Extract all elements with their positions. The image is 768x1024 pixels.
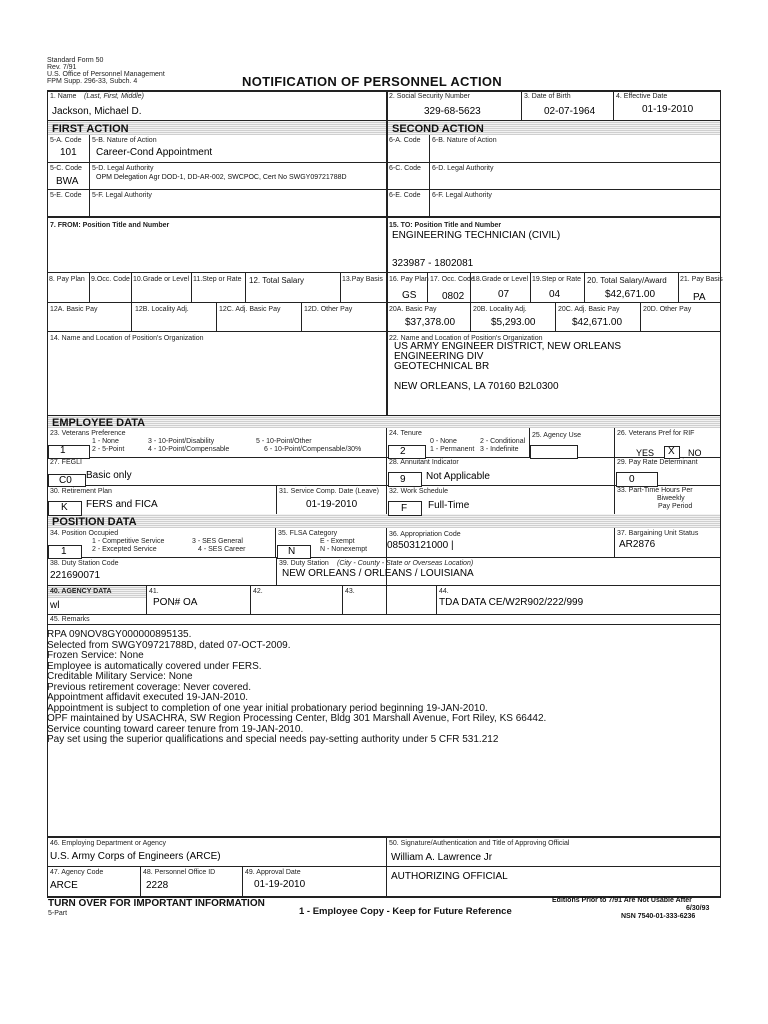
f39-hint: (City - County - State or Overseas Location) (337, 560, 474, 567)
f49-label: 49. Approval Date (245, 869, 301, 876)
remark-line: RPA 09NOV8GY000000895135. (47, 629, 192, 640)
to-step: 04 (549, 289, 561, 300)
f42-label: 42. (253, 588, 263, 595)
f22-label: 22. Name and Location of Position's Organization (389, 335, 543, 342)
f35-label: 35. FLSA Category (278, 530, 338, 537)
approval-date: 01-19-2010 (254, 879, 306, 890)
f50-label: 50. Signature/Authentication and Title of Approving Official (389, 840, 570, 847)
to-adj-basic-pay: $42,671.00 (572, 317, 623, 328)
remark-line: Previous retirement coverage: Never covered. (47, 682, 251, 693)
dob-label: 3. Date of Birth (524, 93, 571, 100)
appropriation-code: 08503121000 | (387, 540, 454, 551)
f43-label: 43. (345, 588, 355, 595)
f12-label: 12. Total Salary (249, 276, 304, 285)
f36-label: 36. Appropriation Code (389, 531, 461, 538)
retirement-code: K (61, 502, 68, 513)
f10-label: 10.Grade or Level (133, 276, 190, 283)
to-label: 15. TO: Position Title and Number (389, 222, 502, 229)
first-e-code-label: 5-E. Code (50, 192, 82, 199)
f12d-label: 12D. Other Pay (304, 306, 353, 313)
second-nature-label: 6-B. Nature of Action (432, 137, 497, 144)
agency-code: ARCE (50, 880, 78, 891)
position-data-heading: POSITION DATA (52, 516, 137, 528)
name-label-hint: (Last, First, Middle) (84, 93, 144, 100)
f21-label: 21. Pay Basis (680, 276, 723, 283)
form-id-line-3: U.S. Office of Personnel Management (47, 71, 165, 78)
effective-date-label: 4. Effective Date (616, 93, 668, 100)
second-c-code-label: 6-C. Code (389, 165, 421, 172)
editions-notice: Editions Prior to 7/91 Are Not Usable After (552, 897, 692, 904)
form-id-line-2: Rev. 7/91 (47, 64, 77, 71)
f39-label: 39. Duty Station (279, 560, 329, 567)
f20a-label: 20A. Basic Pay (389, 306, 437, 313)
f20c-label: 20C. Adj. Basic Pay (558, 306, 620, 313)
remark-line: Employee is automatically covered under FERS. (47, 661, 262, 672)
to-total-salary: $42,671.00 (605, 289, 656, 300)
to-locality-adj: $5,293.00 (491, 317, 536, 328)
to-pay-basis: PA (693, 292, 706, 303)
first-nature-label: 5-B. Nature of Action (92, 137, 157, 144)
vp-opt-5: 5 - 10-Point/Other (256, 438, 312, 445)
approving-official-title: AUTHORIZING OFFICIAL (391, 871, 508, 882)
f32-label: 32. Work Schedule (389, 488, 449, 495)
f12a-label: 12A. Basic Pay (50, 306, 98, 313)
name-label: 1. Name (50, 93, 77, 100)
rif-yes-label: YES (636, 448, 655, 458)
to-pay-plan: GS (402, 290, 417, 301)
first-c-code-label: 5-C. Code (50, 165, 82, 172)
remark-line: Appointment affidavit executed 19-JAN-2010. (47, 692, 249, 703)
f31-label: 31. Service Comp. Date (Leave) (279, 488, 379, 495)
first-nature-of-action: Career-Cond Appointment (96, 147, 213, 158)
first-action-code: 101 (60, 147, 77, 158)
f24-label: 24. Tenure (389, 430, 422, 437)
to-position-number: 323987 - 1802081 (392, 258, 474, 269)
f12b-label: 12B. Locality Adj. (135, 306, 189, 313)
vp-opt-4: 4 - 10-Point/Compensable (148, 446, 230, 453)
f18-label: 18.Grade or Level (472, 276, 529, 283)
to-position-title: ENGINEERING TECHNICIAN (CIVIL) (392, 230, 561, 241)
to-occ-code: 0802 (442, 291, 465, 302)
po-opt-4: 4 - SES Career (198, 546, 246, 553)
second-e-code-label: 6-E. Code (389, 192, 421, 199)
f40-label: 40. AGENCY DATA (50, 588, 112, 595)
work-schedule-code: F (401, 503, 408, 514)
flsa-opt-e: E - Exempt (320, 538, 355, 545)
agency-data-44: TDA DATA CE/W2R902/222/999 (439, 597, 584, 608)
second-legal-authority-label: 6-D. Legal Authority (432, 165, 494, 172)
rif-x-mark: X (668, 446, 675, 457)
f23-label: 23. Veterans Preference (50, 430, 126, 437)
dob-value: 02-07-1964 (544, 106, 596, 117)
po-opt-1: 1 - Competitive Service (92, 538, 165, 545)
duty-station: NEW ORLEANS / ORLEANS / LOUISIANA (282, 568, 474, 579)
f8-label: 8. Pay Plan (49, 276, 85, 283)
f46-label: 46. Employing Department or Agency (50, 840, 166, 847)
service-comp-date: 01-19-2010 (306, 499, 358, 510)
duty-station-code: 221690071 (50, 570, 101, 581)
employee-data-heading: EMPLOYEE DATA (52, 417, 146, 429)
ssn-label: 2. Social Security Number (389, 93, 470, 100)
remark-line: Selected from SWGY09721788D, dated 07-OCT-2009. (47, 640, 291, 651)
veterans-preference-value: 1 (60, 445, 66, 456)
copy-designation: 1 - Employee Copy - Keep for Future Reference (299, 906, 512, 917)
turn-over-notice: TURN OVER FOR IMPORTANT INFORMATION (48, 898, 265, 909)
five-part-label: 5-Part (48, 910, 68, 917)
remark-line: Pay set using the superior qualifications and special needs pay-setting authority under 5 CFR 531.212 (47, 734, 499, 745)
remark-line: Service counting toward career tenure from 19-JAN-2010. (47, 724, 304, 735)
from-label: 7. FROM: Position Title and Number (50, 222, 170, 229)
to-org-line-1: US ARMY ENGINEER DISTRICT, NEW ORLEANS (394, 341, 622, 352)
form-id-line-1: Standard Form 50 (47, 57, 104, 64)
first-legal-authority-text: OPM Delegation Agr DOD-1, DD-AR-002, SWCPOC, Cert No SWGY09721788D (96, 174, 347, 181)
f25-label: 25. Agency Use (532, 432, 582, 439)
f11-label: 11.Step or Rate (193, 276, 242, 283)
vp-opt-3: 3 - 10-Point/Disability (148, 438, 215, 445)
to-org-line-5: NEW ORLEANS, LA 70160 B2L0300 (394, 381, 559, 392)
annuitant-value: Not Applicable (426, 471, 490, 482)
f37-label: 37. Bargaining Unit Status (617, 530, 699, 537)
f26-label: 26. Veterans Pref for RIF (617, 430, 695, 437)
vp-opt-2: 2 - 5-Point (92, 446, 125, 453)
fegli-code: C0 (59, 475, 72, 486)
f9-label: 9.Occ. Code (91, 276, 130, 283)
po-opt-3: 3 - SES General (192, 538, 243, 545)
f45-label: 45. Remarks (50, 616, 90, 623)
form-title: NOTIFICATION OF PERSONNEL ACTION (242, 74, 502, 89)
nsn-number: NSN 7540-01-333-6236 (621, 913, 696, 920)
approving-official-name: William A. Lawrence Jr (391, 852, 493, 863)
f27-label: 27. FEGLI (50, 459, 82, 466)
vp-opt-1: 1 - None (92, 438, 119, 445)
agency-data-40: wl (50, 600, 60, 611)
second-action-heading: SECOND ACTION (392, 123, 484, 135)
retirement-value: FERS and FICA (86, 499, 158, 510)
f17-label: 17. Occ. Code (430, 276, 475, 283)
fegli-value: Basic only (86, 470, 132, 481)
work-schedule-value: Full-Time (428, 500, 470, 511)
f29-label: 29. Pay Rate Determinant (617, 459, 698, 466)
f19-label: 19.Step or Rate (532, 276, 582, 283)
ssn-value: 329-68-5623 (424, 106, 481, 117)
f33-label: 33. Part-Time Hours Per (617, 487, 693, 494)
remark-line: Frozen Service: None (47, 650, 144, 661)
employee-name: Jackson, Michael D. (52, 106, 142, 117)
po-opt-2: 2 - Excepted Service (92, 546, 157, 553)
rif-no-label: NO (688, 448, 702, 458)
first-code-label: 5-A. Code (50, 137, 82, 144)
f34-label: 34. Position Occupied (50, 530, 119, 537)
position-occupied-value: 1 (61, 546, 67, 557)
first-f-authority-label: 5-F. Legal Authority (92, 192, 152, 199)
to-grade: 07 (498, 289, 510, 300)
f16-label: 16. Pay Plan (389, 276, 429, 283)
f20b-label: 20B. Locality Adj. (473, 306, 527, 313)
to-basic-pay: $37,378.00 (405, 317, 456, 328)
f33-pay-period: Pay Period (658, 503, 693, 510)
flsa-value: N (288, 546, 296, 557)
remark-line: OPF maintained by USACHRA, SW Region Processing Center, Bldg 301 Marshall Avenue, Fort Riley, KS 66442. (47, 713, 547, 724)
first-action-heading: FIRST ACTION (52, 123, 129, 135)
f30-label: 30. Retirement Plan (50, 488, 112, 495)
annuitant-code: 9 (400, 474, 406, 485)
f41-label: 41. (149, 588, 159, 595)
agency-data-41: PON# OA (153, 597, 198, 608)
to-org-line-2: ENGINEERING DIV (394, 351, 484, 362)
effective-date-value: 01-19-2010 (642, 104, 694, 115)
tenure-value: 2 (400, 446, 406, 457)
first-legal-authority-code: BWA (56, 176, 79, 187)
remark-line: Creditable Military Service: None (47, 671, 193, 682)
f28-label: 28. Annuitant Indicator (389, 459, 459, 466)
bargaining-unit-status: AR2876 (619, 539, 656, 550)
second-f-authority-label: 6-F. Legal Authority (432, 192, 492, 199)
pay-rate-determinant: 0 (629, 474, 635, 485)
f14-label: 14. Name and Location of Position's Organization (50, 335, 204, 342)
remark-line: Appointment is subject to completion of one year initial probationary period beginning 19-JAN-2010. (47, 703, 488, 714)
employing-department: U.S. Army Corps of Engineers (ARCE) (50, 851, 221, 862)
vp-opt-6: 6 - 10-Point/Compensable/30% (264, 446, 362, 453)
tenure-opt-0: 0 - None (430, 438, 457, 445)
f38-label: 38. Duty Station Code (50, 560, 119, 567)
first-legal-authority-label: 5-D. Legal Authority (92, 165, 154, 172)
f12c-label: 12C. Adj. Basic Pay (219, 306, 281, 313)
personnel-office-id: 2228 (146, 880, 169, 891)
tenure-opt-1: 1 - Permanent (430, 446, 475, 453)
f47-label: 47. Agency Code (50, 869, 104, 876)
second-code-label: 6-A. Code (389, 137, 421, 144)
f20d-label: 20D. Other Pay (643, 306, 692, 313)
editions-date: 6/30/93 (686, 905, 710, 912)
f13-label: 13.Pay Basis (342, 276, 383, 283)
tenure-opt-2: 2 - Conditional (480, 438, 526, 445)
f20-label: 20. Total Salary/Award (587, 276, 667, 285)
form-id-line-4: FPM Supp. 296-33, Subch. 4 (47, 78, 138, 85)
f48-label: 48. Personnel Office ID (143, 869, 216, 876)
f44-label: 44. (439, 588, 449, 595)
f33-biweekly: Biweekly (657, 495, 685, 502)
to-org-line-3: GEOTECHNICAL BR (394, 361, 490, 372)
tenure-opt-3: 3 - Indefinite (480, 446, 519, 453)
flsa-opt-n: N - Nonexempt (320, 546, 368, 553)
